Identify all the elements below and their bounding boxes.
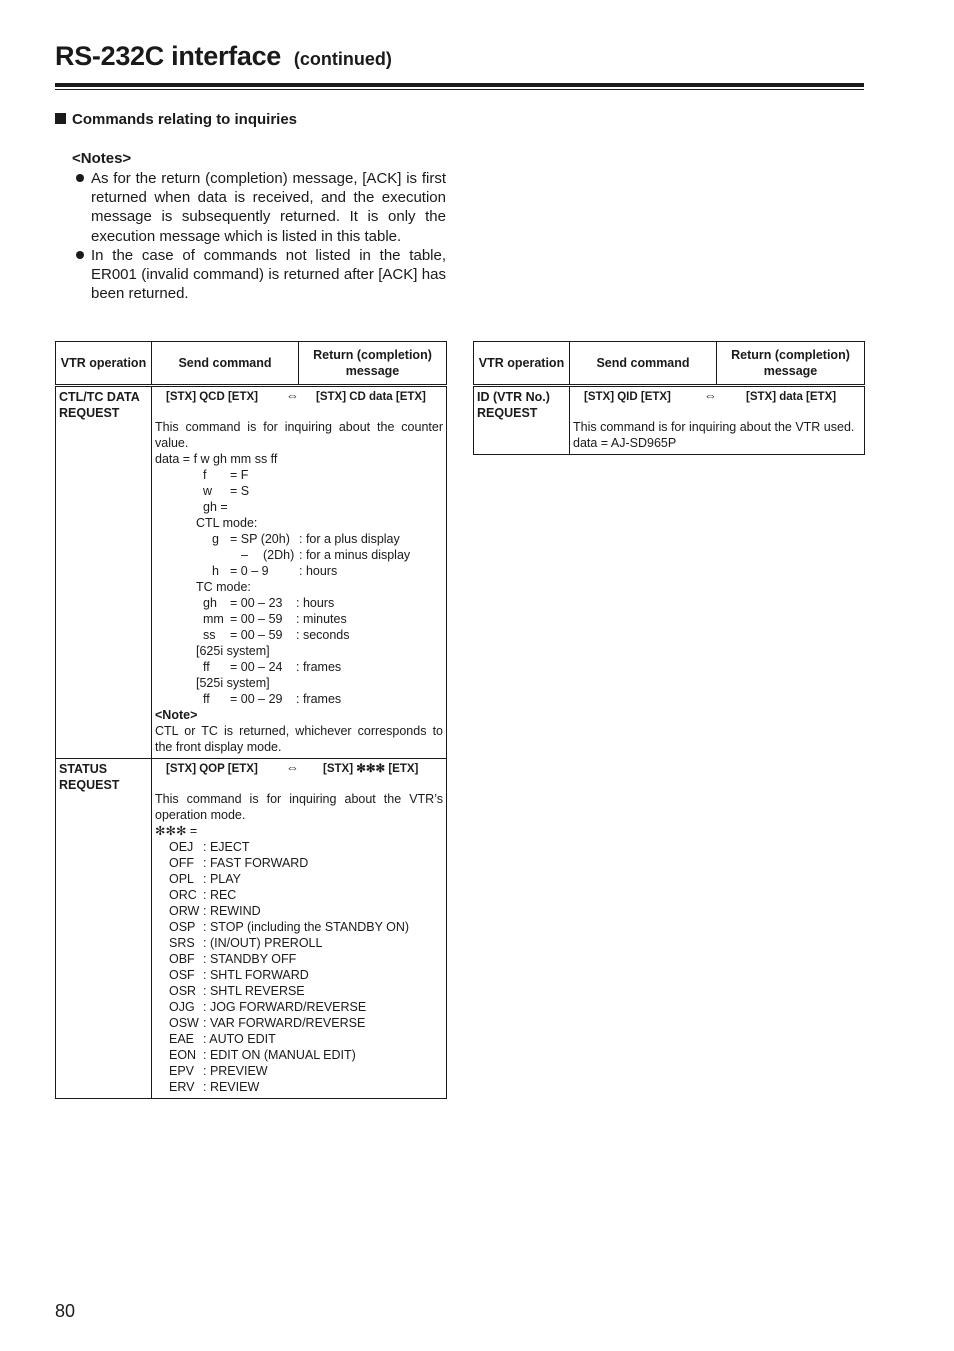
bullet-icon — [76, 251, 84, 259]
status-code: OEJ — [169, 840, 194, 854]
bullet-icon — [76, 174, 84, 182]
command-description-cell — [570, 386, 865, 455]
data-line — [155, 595, 443, 611]
status-meaning: : AUTO EDIT — [203, 1032, 276, 1046]
field-key: h — [212, 564, 219, 578]
data-line — [155, 675, 443, 691]
header-return-message: Return (completion) message — [717, 342, 865, 386]
status-code: OSR — [169, 984, 197, 998]
status-code-line — [155, 855, 443, 871]
vtr-operation-cell — [474, 386, 570, 455]
data-line — [155, 531, 443, 547]
page-title — [55, 36, 392, 73]
status-code-line — [155, 935, 443, 951]
field-key: gh — [203, 596, 217, 610]
operation-line: REQUEST — [477, 406, 538, 420]
field-meaning: : for a plus display — [299, 532, 400, 546]
field-value: = 0 – 9 — [230, 564, 269, 578]
field-value: = 00 – 24 — [230, 660, 283, 674]
return-message: [STX] ✻✻✻ [ETX] — [323, 763, 419, 775]
field-meaning: : frames — [296, 660, 342, 674]
status-code: SRS — [169, 936, 195, 950]
status-code: OSW — [169, 1016, 199, 1030]
operation-line: REQUEST — [59, 406, 120, 420]
field-meaning: : minutes — [296, 612, 347, 626]
status-meaning: : VAR FORWARD/REVERSE — [203, 1016, 366, 1030]
note-text: As for the return (completion) message, [ACK] is first returned when data is received, and the execution message is subsequently returned. It is only the execution message which is listed in this table. — [91, 170, 446, 245]
status-code: OBF — [169, 952, 195, 966]
status-code: OSP — [169, 920, 196, 934]
status-code: OFF — [169, 856, 194, 870]
data-line — [155, 611, 443, 627]
operation-line: STATUS — [59, 762, 108, 776]
code-label: ✻✻✻ = — [155, 824, 198, 838]
note-text: CTL or TC is returned, whichever corresponds to the front display mode. — [155, 724, 443, 754]
field-key: mm — [203, 612, 224, 626]
status-code-line — [155, 1079, 443, 1095]
status-meaning: : STOP (including the STANDBY ON) — [203, 920, 410, 934]
page-number: 80 — [55, 1301, 76, 1321]
data-line — [155, 643, 443, 659]
status-code-line — [155, 999, 443, 1015]
operation-line: REQUEST — [59, 778, 120, 792]
table-row-id — [474, 386, 865, 455]
status-meaning: : REWIND — [203, 904, 261, 918]
header-vtr-operation: VTR operation — [474, 342, 570, 386]
field-value: = SP (20h) — [230, 532, 290, 546]
page-title-continued: (continued) — [293, 49, 392, 69]
notes-heading: <Notes> — [72, 150, 132, 167]
field-value: = 00 – 59 — [230, 628, 283, 642]
return-message: [STX] CD data [ETX] — [316, 391, 426, 403]
vtr-operation-cell — [56, 386, 152, 759]
status-meaning: : EDIT ON (MANUAL EDIT) — [203, 1048, 356, 1062]
data-line — [155, 627, 443, 643]
header-rule-thin — [55, 89, 864, 90]
header-send-command: Send command — [570, 342, 717, 386]
status-meaning: : (IN/OUT) PREROLL — [203, 936, 323, 950]
field-key: gh = — [203, 500, 228, 514]
data-format: data = f w gh mm ss ff — [155, 452, 278, 466]
status-code: ERV — [169, 1080, 195, 1094]
status-meaning: : REC — [203, 888, 237, 902]
status-code: EAE — [169, 1032, 195, 1046]
status-code-line — [155, 1015, 443, 1031]
field-meaning: : for a minus display — [299, 548, 411, 562]
status-code: ORC — [169, 888, 197, 902]
status-meaning: : PREVIEW — [203, 1064, 268, 1078]
status-meaning: : JOG FORWARD/REVERSE — [203, 1000, 367, 1014]
send-command: [STX] QOP [ETX] — [166, 763, 258, 775]
section-heading — [55, 111, 297, 128]
status-meaning: : SHTL FORWARD — [203, 968, 309, 982]
commands-table-left — [55, 341, 447, 1099]
field-meaning: : frames — [296, 692, 342, 706]
description-text: This command is for inquiring about the counter value. — [155, 420, 443, 450]
status-code-line — [155, 983, 443, 999]
field-value: = 00 – 23 — [230, 596, 283, 610]
status-code: OPL — [169, 872, 195, 886]
status-code-line — [155, 919, 443, 935]
mode-label: TC mode: — [196, 580, 251, 594]
status-meaning: : STANDBY OFF — [203, 952, 297, 966]
status-meaning: : FAST FORWARD — [203, 856, 309, 870]
command-line — [155, 761, 443, 783]
field-value: = 00 – 59 — [230, 612, 283, 626]
field-key: g — [212, 532, 219, 546]
header-return-message: Return (completion) message — [299, 342, 447, 386]
status-code-line — [155, 839, 443, 855]
status-code-line — [155, 871, 443, 887]
field-key: f — [203, 468, 207, 482]
header-rule-thick — [55, 83, 864, 87]
field-key: ss — [203, 628, 216, 642]
status-meaning: : REVIEW — [203, 1080, 260, 1094]
command-description-cell — [152, 386, 447, 759]
status-meaning: : SHTL REVERSE — [203, 984, 305, 998]
header-vtr-operation: VTR operation — [56, 342, 152, 386]
field-value: = F — [230, 468, 249, 482]
table-row-ctl-tc — [56, 386, 447, 759]
status-code-line — [155, 1047, 443, 1063]
status-code-line — [155, 967, 443, 983]
data-line — [155, 547, 443, 563]
note-text: In the case of commands not listed in the table, ER001 (invalid command) is returned after [ACK] has been returned. — [91, 246, 446, 303]
description-text: This command is for inquiring about the VTR used. — [573, 420, 855, 434]
data-line — [155, 659, 443, 675]
field-value: = S — [230, 484, 250, 498]
command-line — [155, 389, 443, 411]
send-command: [STX] QID [ETX] — [584, 391, 671, 403]
data-line: data = AJ-SD965P — [573, 436, 677, 450]
status-code: EPV — [169, 1064, 195, 1078]
field-key: w — [203, 484, 213, 498]
data-line — [155, 467, 443, 483]
note-item — [75, 169, 446, 246]
data-line — [155, 691, 443, 707]
status-code-line — [155, 1031, 443, 1047]
header-send-command: Send command — [152, 342, 299, 386]
system-label: [625i system] — [196, 644, 270, 658]
description-text: This command is for inquiring about the VTR’s operation mode. — [155, 792, 443, 822]
field-meaning: : seconds — [296, 628, 350, 642]
status-code: ORW — [169, 904, 200, 918]
data-line — [155, 499, 443, 515]
status-meaning: : EJECT — [203, 840, 250, 854]
field-value: = 00 – 29 — [230, 692, 283, 706]
commands-table-right — [473, 341, 865, 455]
note-label: <Note> — [155, 708, 198, 722]
table-row-status — [56, 759, 447, 1099]
vtr-operation-cell — [56, 759, 152, 1099]
status-meaning: : PLAY — [203, 872, 241, 886]
bidirectional-arrow-icon: ⇔ — [704, 388, 717, 403]
data-line — [155, 579, 443, 595]
square-bullet-icon — [55, 113, 66, 124]
status-code: EON — [169, 1048, 197, 1062]
field-key: ff — [203, 692, 210, 706]
command-description-cell — [152, 759, 447, 1099]
status-code-line — [155, 903, 443, 919]
table-header-row — [56, 342, 447, 386]
return-message: [STX] data [ETX] — [746, 391, 837, 403]
section-heading-text: Commands relating to inquiries — [72, 111, 298, 128]
status-code: OJG — [169, 1000, 195, 1014]
system-label: [525i system] — [196, 676, 270, 690]
bidirectional-arrow-icon: ⇔ — [286, 760, 299, 775]
command-line — [573, 389, 861, 411]
field-key: ff — [203, 660, 210, 674]
field-meaning: : hours — [299, 564, 338, 578]
send-command: [STX] QCD [ETX] — [166, 391, 258, 403]
data-line — [155, 451, 443, 467]
operation-line: ID (VTR No.) — [477, 390, 550, 404]
status-code-line — [155, 887, 443, 903]
mode-label: CTL mode: — [196, 516, 258, 530]
status-code-line — [155, 951, 443, 967]
operation-line: CTL/TC DATA — [59, 390, 140, 404]
status-code: OSF — [169, 968, 195, 982]
field-meaning: : hours — [296, 596, 335, 610]
data-line — [155, 483, 443, 499]
field-key: – — [241, 548, 248, 562]
field-value: (2Dh) — [263, 548, 295, 562]
note-item — [75, 246, 446, 304]
data-line — [155, 563, 443, 579]
notes-list — [75, 169, 446, 303]
status-code-line — [155, 1063, 443, 1079]
page-title-main: RS-232C interface — [55, 41, 281, 71]
bidirectional-arrow-icon: ⇔ — [286, 388, 299, 403]
table-header-row — [474, 342, 865, 386]
data-line — [155, 515, 443, 531]
